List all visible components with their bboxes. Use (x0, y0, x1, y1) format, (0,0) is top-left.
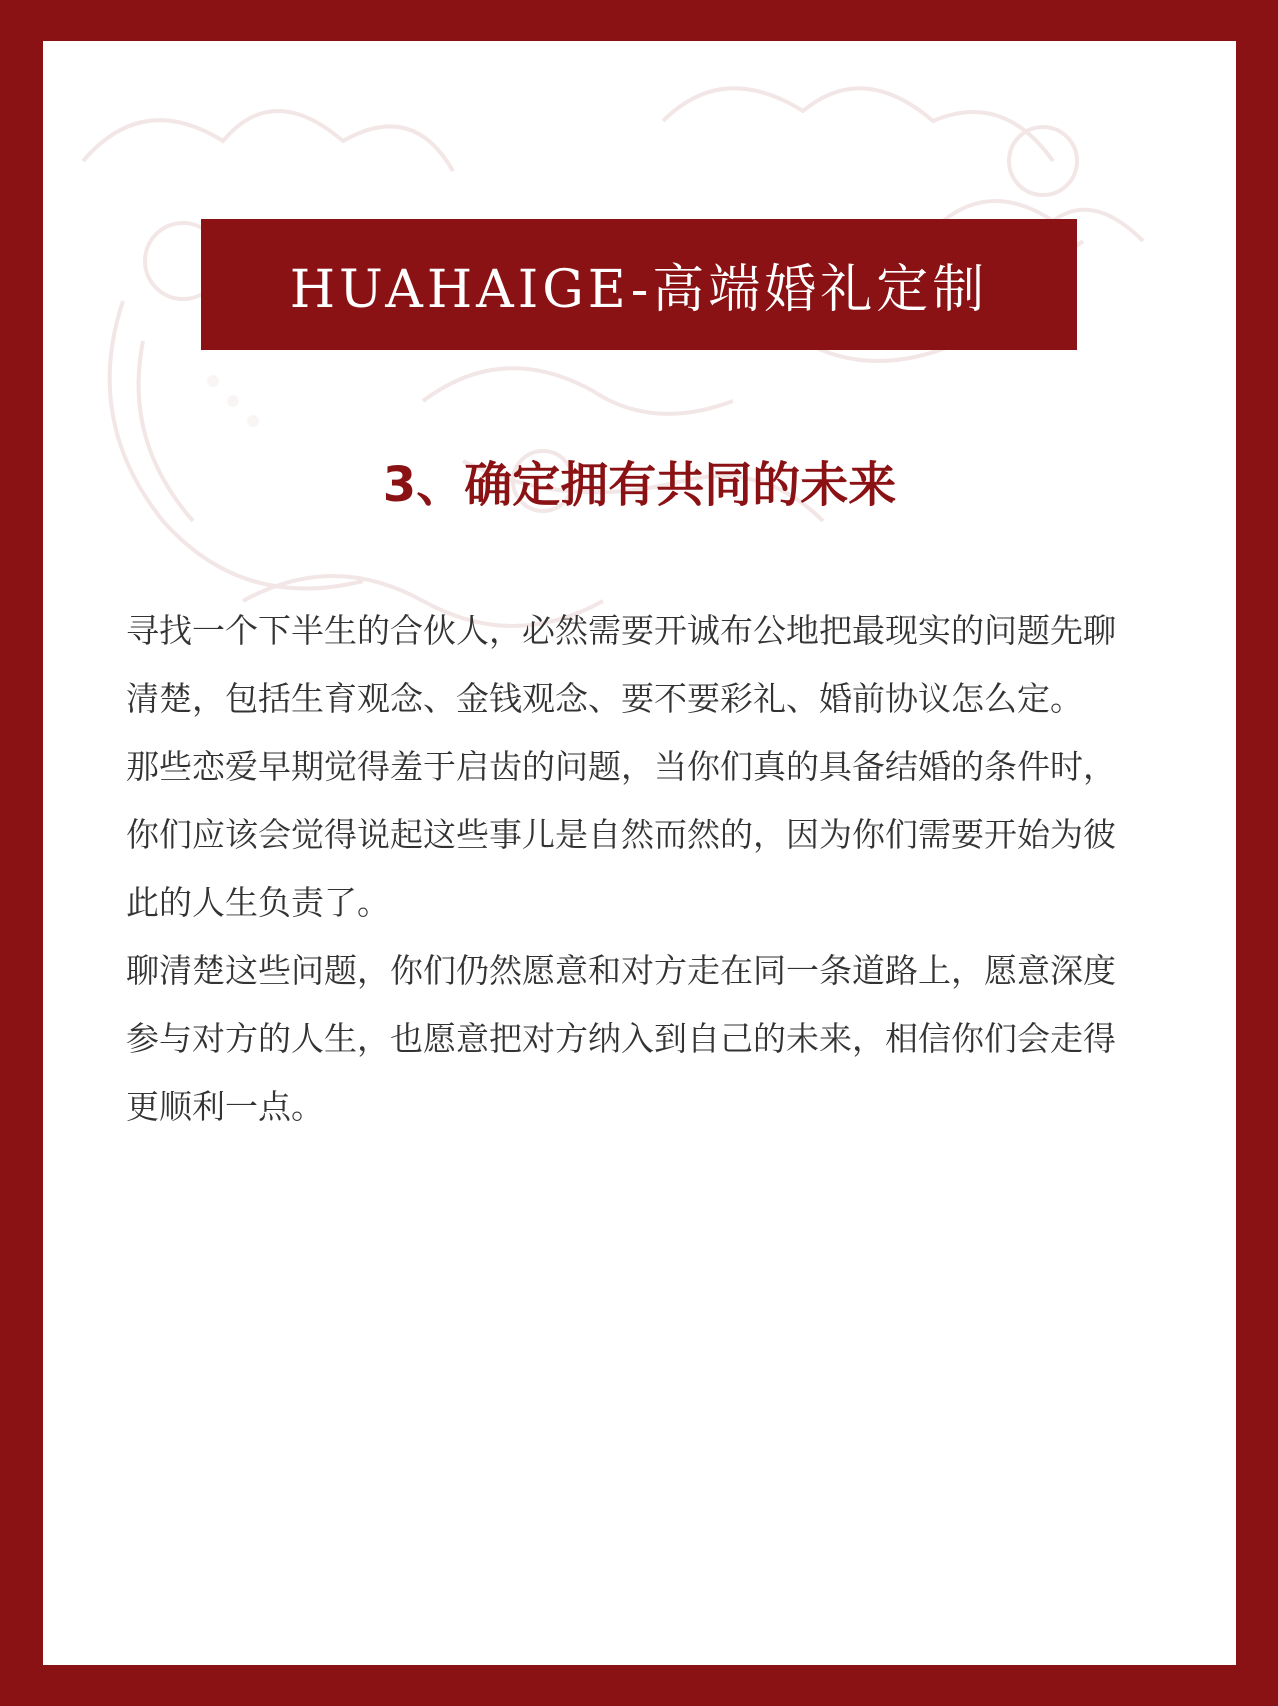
body-line: 聊清楚这些问题，你们仍然愿意和对方走在同一条道路上，愿意深度 (126, 951, 1116, 990)
body-line: 更顺利一点。 (126, 1087, 324, 1126)
body-line: 清楚，包括生育观念、金钱观念、要不要彩礼、婚前协议怎么定。 (126, 679, 1083, 718)
body-line: 你们应该会觉得说起这些事儿是自然而然的，因为你们需要开始为彼 (126, 815, 1116, 854)
brand-banner (201, 219, 1077, 350)
content-card (43, 41, 1236, 1665)
body-line: 参与对方的人生，也愿意把对方纳入到自己的未来，相信你们会走得 (126, 1019, 1116, 1058)
body-line: 此的人生负责了。 (126, 883, 390, 922)
section-heading: 3、确定拥有共同的未来 (382, 457, 897, 513)
banner-title: HUAHAIGE-高端婚礼定制 (289, 260, 989, 320)
body-paragraph (126, 597, 1156, 1141)
body-line: 寻找一个下半生的合伙人，必然需要开诚布公地把最现实的问题先聊 (126, 611, 1116, 650)
body-line: 那些恋爱早期觉得羞于启齿的问题，当你们真的具备结婚的条件时， (126, 747, 1116, 786)
